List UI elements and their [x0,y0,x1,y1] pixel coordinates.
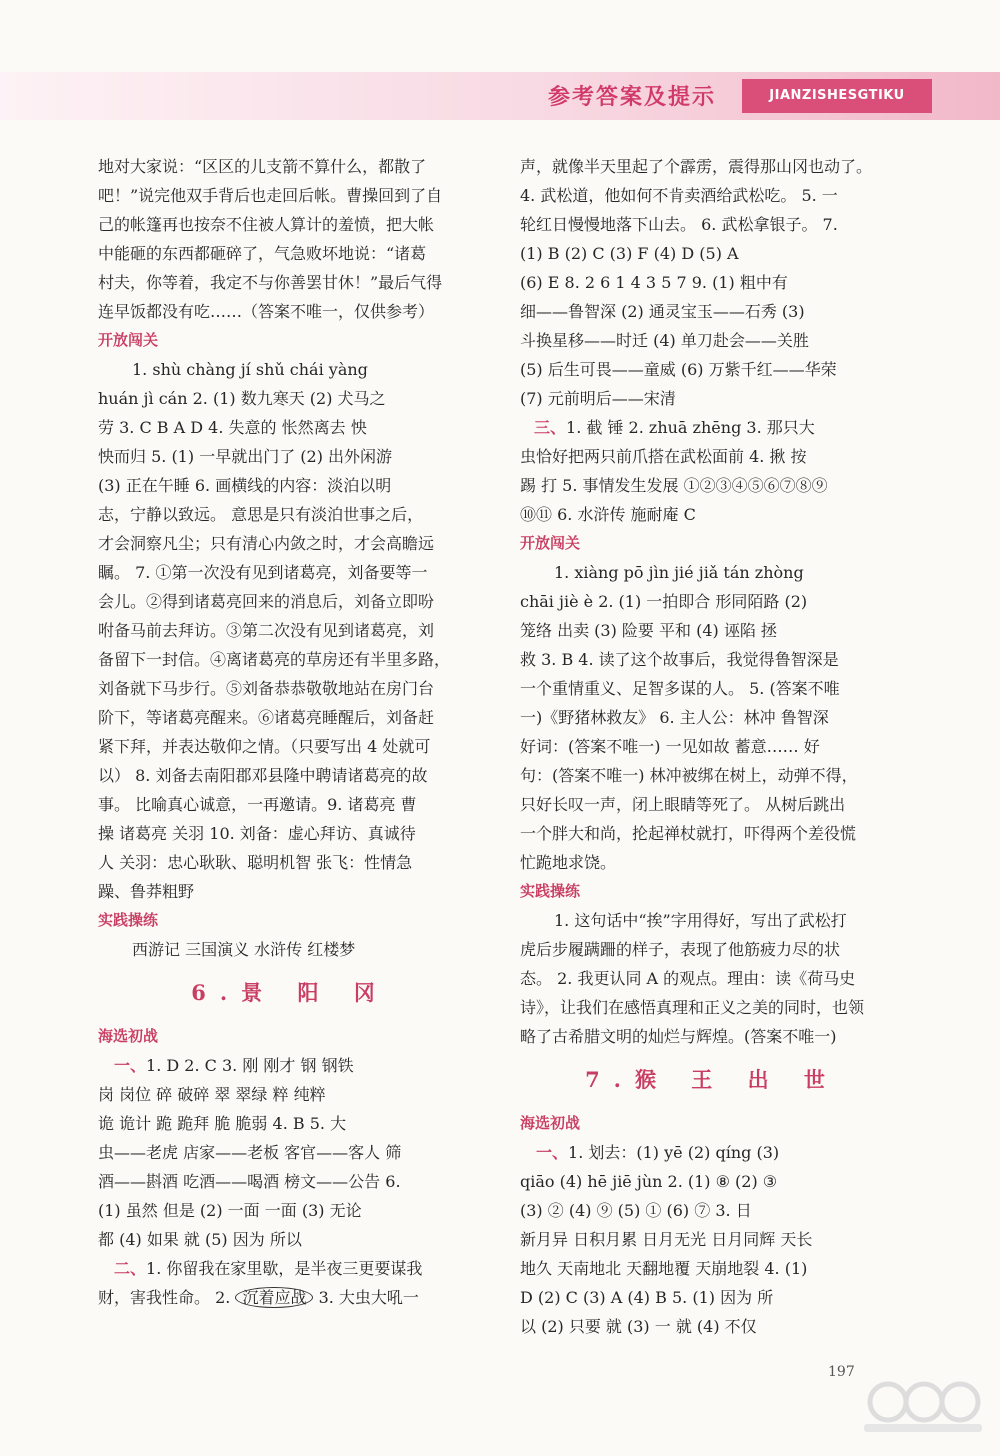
left-part1-answers [98,1080,482,1254]
section-heading-practice-right: 实践操练 [520,882,581,900]
text-line: 一个胖大和尚，抡起禅杖就打，吓得两个差役慌 [520,824,857,843]
left-intro-text [98,152,482,326]
text-line: 刘备就下马步行。⑤刘备恭恭敬敬地站在房门台 [98,679,435,698]
text-line: 虫恰好把两只前爪搭在武松面前 4. 揪 按 [520,447,807,466]
text-line: 一)《野猪林救友》 6. 主人公：林冲 鲁智深 [520,708,829,727]
part3-label: 三、 [534,418,567,437]
text-line: qiāo (4) hē jiē jùn 2. (1) ⑧ (2) ③ [520,1172,778,1191]
text-line: (6) E 8. 2 6 1 4 3 5 7 9. (1) 粗中有 [520,273,788,292]
text-line: 以） 8. 刘备去南阳郡邓县隆中聘请诸葛亮的故 [98,766,428,785]
page-number: 197 [828,1364,855,1380]
section-heading-first-round: 海选初战 [98,1027,159,1045]
right-open-challenge-answers [520,558,904,877]
text-line: 笼络 出卖 (3) 险要 平和 (4) 诬陷 拯 [520,621,777,640]
text-line: 岗 岗位 碎 破碎 翠 翠绿 粹 纯粹 [98,1085,326,1104]
section-heading-practice: 实践操练 [98,911,159,929]
books-answer-line: 西游记 三国演义 水浒传 红楼梦 [132,940,356,959]
part2-second-pre: 财，害我性命。 2. [98,1288,231,1307]
chapter-title-jingyanggang: 6.景 阳 冈 [191,980,389,1005]
part2-first-line [98,1254,482,1283]
text-line: (5) 后生可畏——童威 (6) 万紫千红——华荣 [520,360,837,379]
text-line: 忙跪地求饶。 [520,853,617,872]
text-line: 一个重情重义、足智多谋的人。 5. (答案不唯 [520,679,840,698]
text-line: 踢 打 5. 事情发生发展 ①②③④⑤⑥⑦⑧⑨ [520,476,828,495]
text-line: 咐备马前去拜访。③第二次没有见到诸葛亮，刘 [98,621,435,640]
part2-second-post: 3. 大虫大吼一 [318,1288,419,1307]
watermark-logo-icon [858,1378,988,1436]
section-heading-open-challenge-right: 开放闯关 [520,534,581,552]
header-series-tag: JIANZISHESGTIKU [742,79,932,113]
text-line: 村夫，你等着，我定不与你善罢甘休！”最后气得 [98,273,443,292]
part1-first-text: 1. D 2. C 3. 刚 刚才 钢 钢铁 [146,1056,354,1075]
part2-label: 二、 [114,1259,147,1278]
text-line: chāi jiè è 2. (1) 一拍即合 形同陌路 (2) [520,592,808,611]
text-line: 4. 武松道，他如何不肯卖酒给武松吃。 5. 一 [520,186,838,205]
part3-first-text: 1. 截 锤 2. zhuā zhēng 3. 那只大 [566,418,815,437]
chapter-title-monkey-king: 7.猴 王 出 世 [585,1067,839,1092]
text-line: 略了古希腊文明的灿烂与辉煌。(答案不唯一) [520,1027,837,1046]
text-line: 诗》，让我们在感悟真理和正义之美的同时，也领 [520,998,865,1017]
text-line: 操 诸葛亮 关羽 10. 刘备：虚心拜访、真诚待 [98,824,416,843]
text-line: (3) ② (4) ⑨ (5) ① (6) ⑦ 3. 日 [520,1201,752,1220]
text-line: 己的帐篷再也按奈不住被人算计的羞愤，把大帐 [98,215,435,234]
circled-answer: 沉着应战 [235,1287,313,1308]
text-line: 躁、鲁莽粗野 [98,882,195,901]
part3-first-line [520,413,904,442]
text-line: (7) 元前明后——宋清 [520,389,676,408]
right-part1-label: 一、 [536,1143,569,1162]
part1-first-line [98,1051,482,1080]
text-line: 句：(答案不唯一) 林冲被绑在树上，动弹不得， [520,766,858,785]
right-column [520,152,904,1341]
text-line: 声，就像半天里起了个霹雳，震得那山冈也动了。 [520,157,873,176]
text-line: 1. shù chàng jí shǔ chái yàng [132,360,368,379]
text-line: 都 (4) 如果 就 (5) 因为 所以 [98,1230,302,1249]
text-line: 斗换星移——时迁 (4) 单刀赴会——关胜 [520,331,809,350]
page-header-title: 参考答案及提示 [548,84,717,110]
text-line: (1) B (2) C (3) F (4) D (5) A [520,244,739,263]
text-line: 才会洞察凡尘；只有清心内敛之时，才会高瞻远 [98,534,435,553]
text-line: 紧下拜，并表达敬仰之情。（只要写出 4 处就可 [98,737,431,756]
text-line: 备留下一封信。④离诸葛亮的草房还有半里多路， [98,650,451,669]
text-line: 好词：(答案不唯一) 一见如故 蓄意…… 好 [520,737,820,756]
text-line: 细——鲁智深 (2) 通灵宝玉——石秀 (3) [520,302,805,321]
text-line: huán jì cán 2. (1) 数九寒天 (2) 犬马之 [98,389,386,408]
text-line: 地对大家说：“区区的儿支箭不算什么，都散了 [98,157,427,176]
text-line: 怏而归 5. (1) 一早就出门了 (2) 出外闲游 [98,447,393,466]
right-part1-answers [520,1167,904,1341]
left-open-challenge-answers [98,355,482,906]
part1-label: 一、 [114,1056,147,1075]
text-line: 会儿。②得到诸葛亮回来的消息后，刘备立即吩 [98,592,435,611]
text-line: 中能砸的东西都砸碎了，气急败坏地说：“诸葛 [98,244,427,263]
text-line: 地久 天南地北 天翻地覆 天崩地裂 4. (1) [520,1259,808,1278]
text-line: 事。 比喻真心诚意，一再邀请。9. 诸葛亮 曹 [98,795,417,814]
text-line: 诡 诡计 跪 跪拜 脆 脆弱 4. B 5. 大 [98,1114,347,1133]
text-line: 连早饭都没有吃……（答案不唯一，仅供参考） [98,302,435,321]
right-part1-first-line [520,1138,904,1167]
right-part3-answers [520,442,904,529]
text-line: 人 关羽：忠心耿耿、聪明机智 张飞：性情急 [98,853,413,872]
text-line: 新月异 日积月累 日月无光 日月同辉 天长 [520,1230,813,1249]
text-line: 劳 3. C B A D 4. 失意的 怅然离去 怏 [98,418,367,437]
text-line: 虫——老虎 店家——老板 客官——客人 筛 [98,1143,402,1162]
text-line: 轮红日慢慢地落下山去。 6. 武松拿银子。 7. [520,215,838,234]
text-line: 1. xiàng pō jìn jié jiǎ tán zhòng [554,563,804,582]
text-line: (3) 正在午睡 6. 画横线的内容：淡泊以明 [98,476,392,495]
left-column [98,152,482,1312]
right-practice-answers [520,906,904,1051]
text-line: 志，宁静以致远。 意思是只有淡泊世事之后， [98,505,424,524]
part2-first-text: 1. 你留我在家里歇，是半夜三更要谋我 [146,1259,423,1278]
text-line: (1) 虽然 但是 (2) 一面 一面 (3) 无论 [98,1201,362,1220]
section-heading-open-challenge: 开放闯关 [98,331,159,349]
section-heading-first-round-right: 海选初战 [520,1114,581,1132]
right-intro-answers [520,152,904,413]
text-line: 阶下，等诸葛亮醒来。⑥诸葛亮睡醒后，刘备赶 [98,708,435,727]
text-line: 吧！”说完他双手背后也走回后帐。曹操回到了自 [98,186,443,205]
text-line: 酒——斟酒 吃酒——喝酒 榜文——公告 6. [98,1172,401,1191]
text-line: 虎后步履蹒跚的样子，表现了他筋疲力尽的状 [520,940,841,959]
text-line: 态。 2. 我更认同 A 的观点。理由：读《荷马史 [520,969,856,988]
part2-second-line [98,1283,482,1312]
text-line: ⑩⑪ 6. 水浒传 施耐庵 C [520,505,696,524]
text-line: 救 3. B 4. 读了这个故事后，我觉得鲁智深是 [520,650,839,669]
text-line: 瞩。 7. ①第一次没有见到诸葛亮，刘备要等一 [98,563,428,582]
text-line: 只好长叹一声，闭上眼睛等死了。 从树后跳出 [520,795,846,814]
text-line: 1. 这句话中“挨”字用得好，写出了武松打 [554,911,847,930]
text-line: 以 (2) 只要 就 (3) 一 就 (4) 不仅 [520,1317,757,1336]
text-line: D (2) C (3) A (4) B 5. (1) 因为 所 [520,1288,774,1307]
right-part1-first-text: 1. 划去：(1) yē (2) qíng (3) [568,1143,780,1162]
